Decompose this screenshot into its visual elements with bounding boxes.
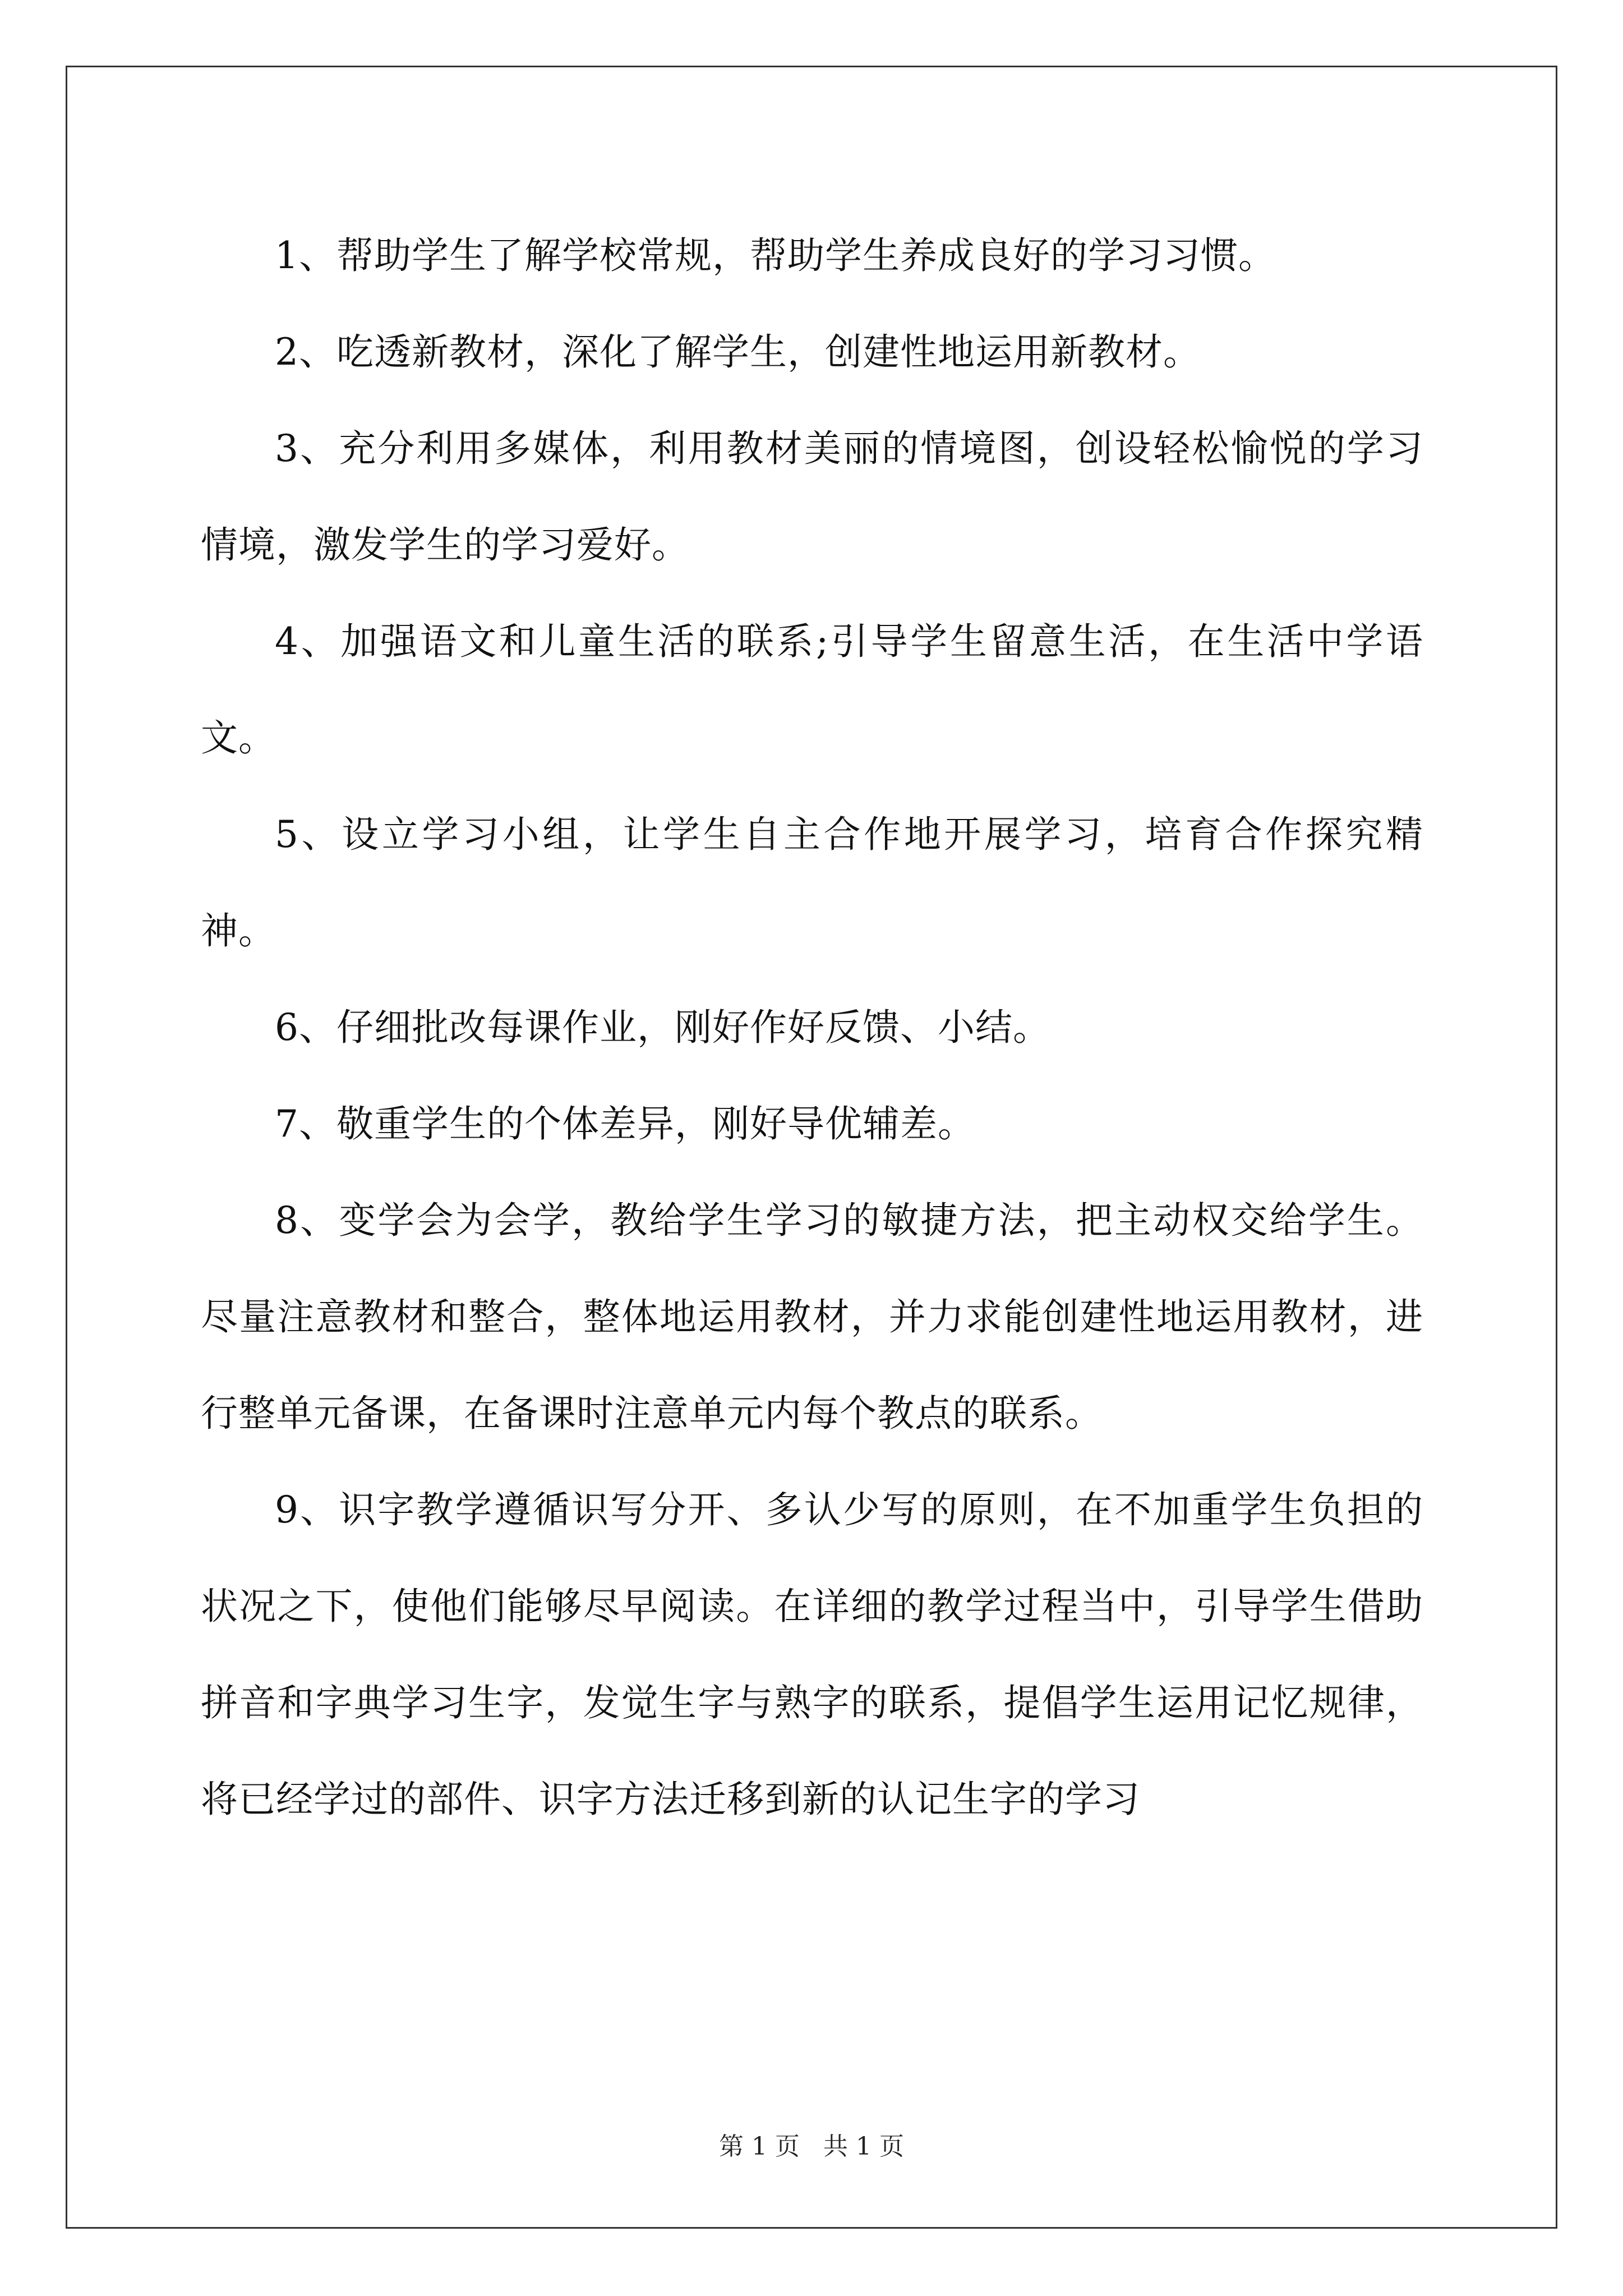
paragraph-8: 8、变学会为会学，教给学生学习的敏捷方法，把主动权交给学生。尽量注意教材和整合，整体地运用教材，并力求能创建性地运用教材，进行整单元备课，在备课时注意单元内每个教点的联系。 — [201, 1199, 1423, 1435]
document-body — [201, 208, 1423, 1848]
paragraph-5: 5、设立学习小组，让学生自主合作地开展学习，培育合作探究精神。 — [201, 813, 1423, 953]
paragraph-9: 9、识字教学遵循识写分开、多认少写的原则，在不加重学生负担的状况之下，使他们能够尽早阅读。在详细的教学过程当中，引导学生借助拼音和字典学习生字，发觉生字与熟字的联系，提倡学生运用记忆规律，将已经学过的部件、识字方法迁移到新的认记生字的学习 — [201, 1488, 1423, 1821]
page-number-footer: 第 1 页 共 1 页 — [719, 2132, 904, 2161]
paragraph-2: 2、吃透新教材，深化了解学生，创建性地运用新教材。 — [275, 330, 1201, 374]
paragraph-4: 4、加强语文和儿童生活的联系;引导学生留意生活，在生活中学语文。 — [201, 620, 1423, 760]
paragraph-7: 7、敬重学生的个体差异，刚好导优辅差。 — [275, 1102, 975, 1145]
paragraph-6: 6、仔细批改每课作业，刚好作好反馈、小结。 — [275, 1006, 1050, 1049]
paragraph-3: 3、充分利用多媒体，利用教材美丽的情境图，创设轻松愉悦的学习情境，激发学生的学习爱好。 — [201, 427, 1423, 567]
paragraph-1: 1、帮助学生了解学校常规，帮助学生养成良好的学习习惯。 — [275, 234, 1276, 277]
